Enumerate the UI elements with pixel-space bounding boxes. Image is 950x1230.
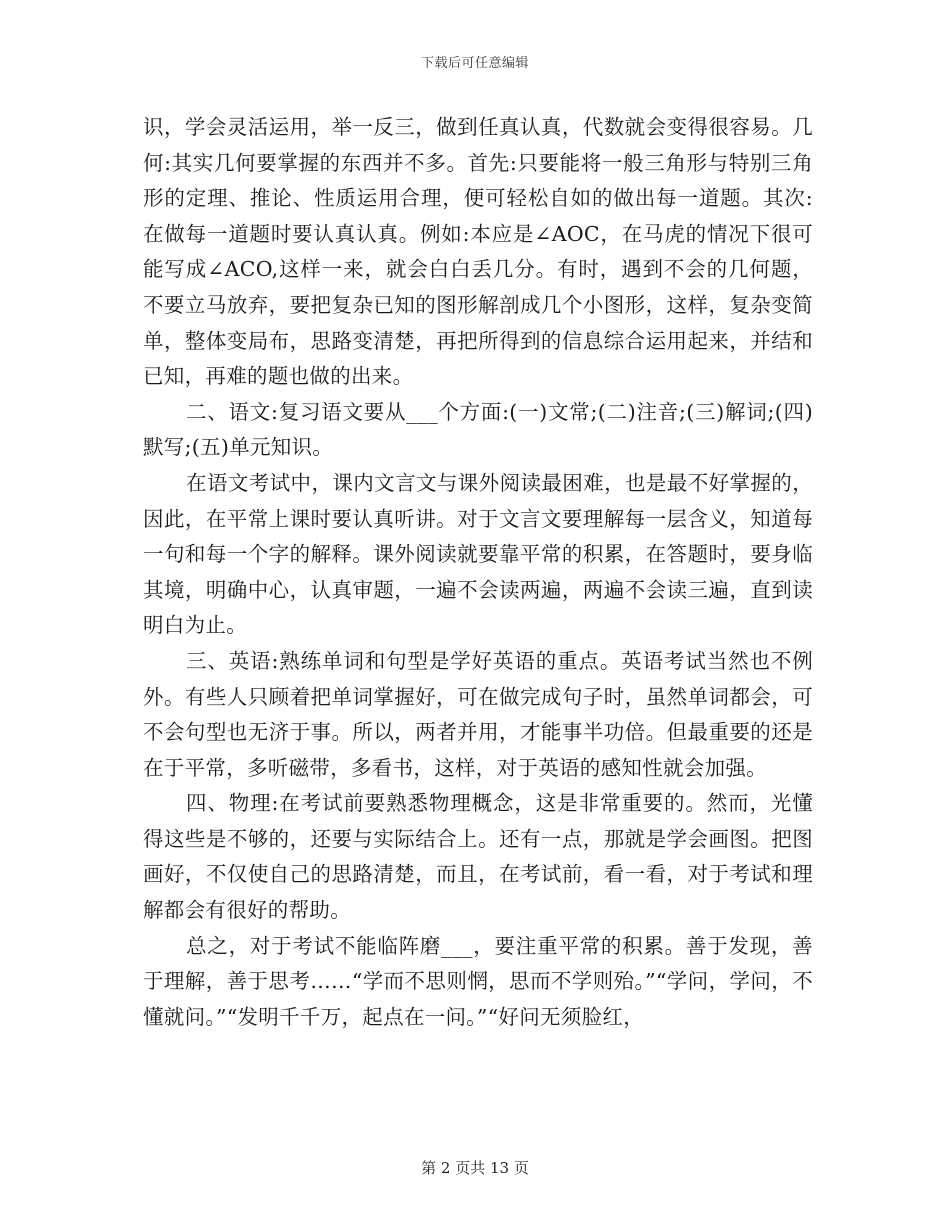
- paragraph-english: 三、英语:熟练单词和句型是学好英语的重点。英语考试当然也不例外。有些人只顾着把单词掌握好，可在做完成句子时，虽然单词都会，可不会句型也无济于事。所以，两者并用，才能事半功倍。但最重要的还是在于平常，多听磁带，多看书，这样，对于英语的感知性就会加强。: [143, 648, 813, 780]
- paragraph-chinese-exam: 在语文考试中，课内文言文与课外阅读最困难，也是最不好掌握的，因此，在平常上课时要认真听讲。对于文言文要理解每一层含义，知道每一句和每一个字的解释。课外阅读就要靠平常的积累，在答题时，要身临其境，明确中心，认真审题，一遍不会读两遍，两遍不会读三遍，直到读明白为止。: [143, 470, 813, 638]
- page-number: 第 2 页共 13 页: [421, 1159, 529, 1177]
- paragraph-chinese-review: 二、语文:复习语文要从___个方面:(一)文常;(二)注音;(三)解词;(四)默写;(五)单元知识。: [143, 399, 813, 460]
- document-body: [143, 110, 813, 1035]
- paragraph-summary: 总之，对于考试不能临阵磨___，要注重平常的积累。善于发现，善于理解，善于思考……“学而不思则惘，思而不学则殆。”“学问，学问，不懂就问。”“发明千千万，起点在一问。”“好问无须脸红，: [143, 933, 813, 1029]
- page-header: 下载后可任意编辑: [420, 56, 529, 71]
- paragraph-geometry: 识，学会灵活运用，举一反三，做到任真认真，代数就会变得很容易。几何:其实几何要掌握的东西并不多。首先:只要能将一般三角形与特别三角形的定理、推论、性质运用合理，便可轻松自如的做出每一道题。其次:在做每一道题时要认真认真。例如:本应是∠AOC，在马虎的情况下很可能写成∠ACO,这样一来，就会白白丢几分。有时，遇到不会的几何题，不要立马放弃，要把复杂已知的图形解剖成几个小图形，这样，复杂变简单，整体变局布，思路变清楚，再把所得到的信息综合运用起来，并结和已知，再难的题也做的出来。: [143, 115, 813, 389]
- paragraph-physics: 四、物理:在考试前要熟悉物理概念，这是非常重要的。然而，光懂得这些是不够的，还要与实际结合上。还有一点，那就是学会画图。把图画好，不仅使自己的思路清楚，而且，在考试前，看一看，对于考试和理解都会有很好的帮助。: [143, 791, 813, 923]
